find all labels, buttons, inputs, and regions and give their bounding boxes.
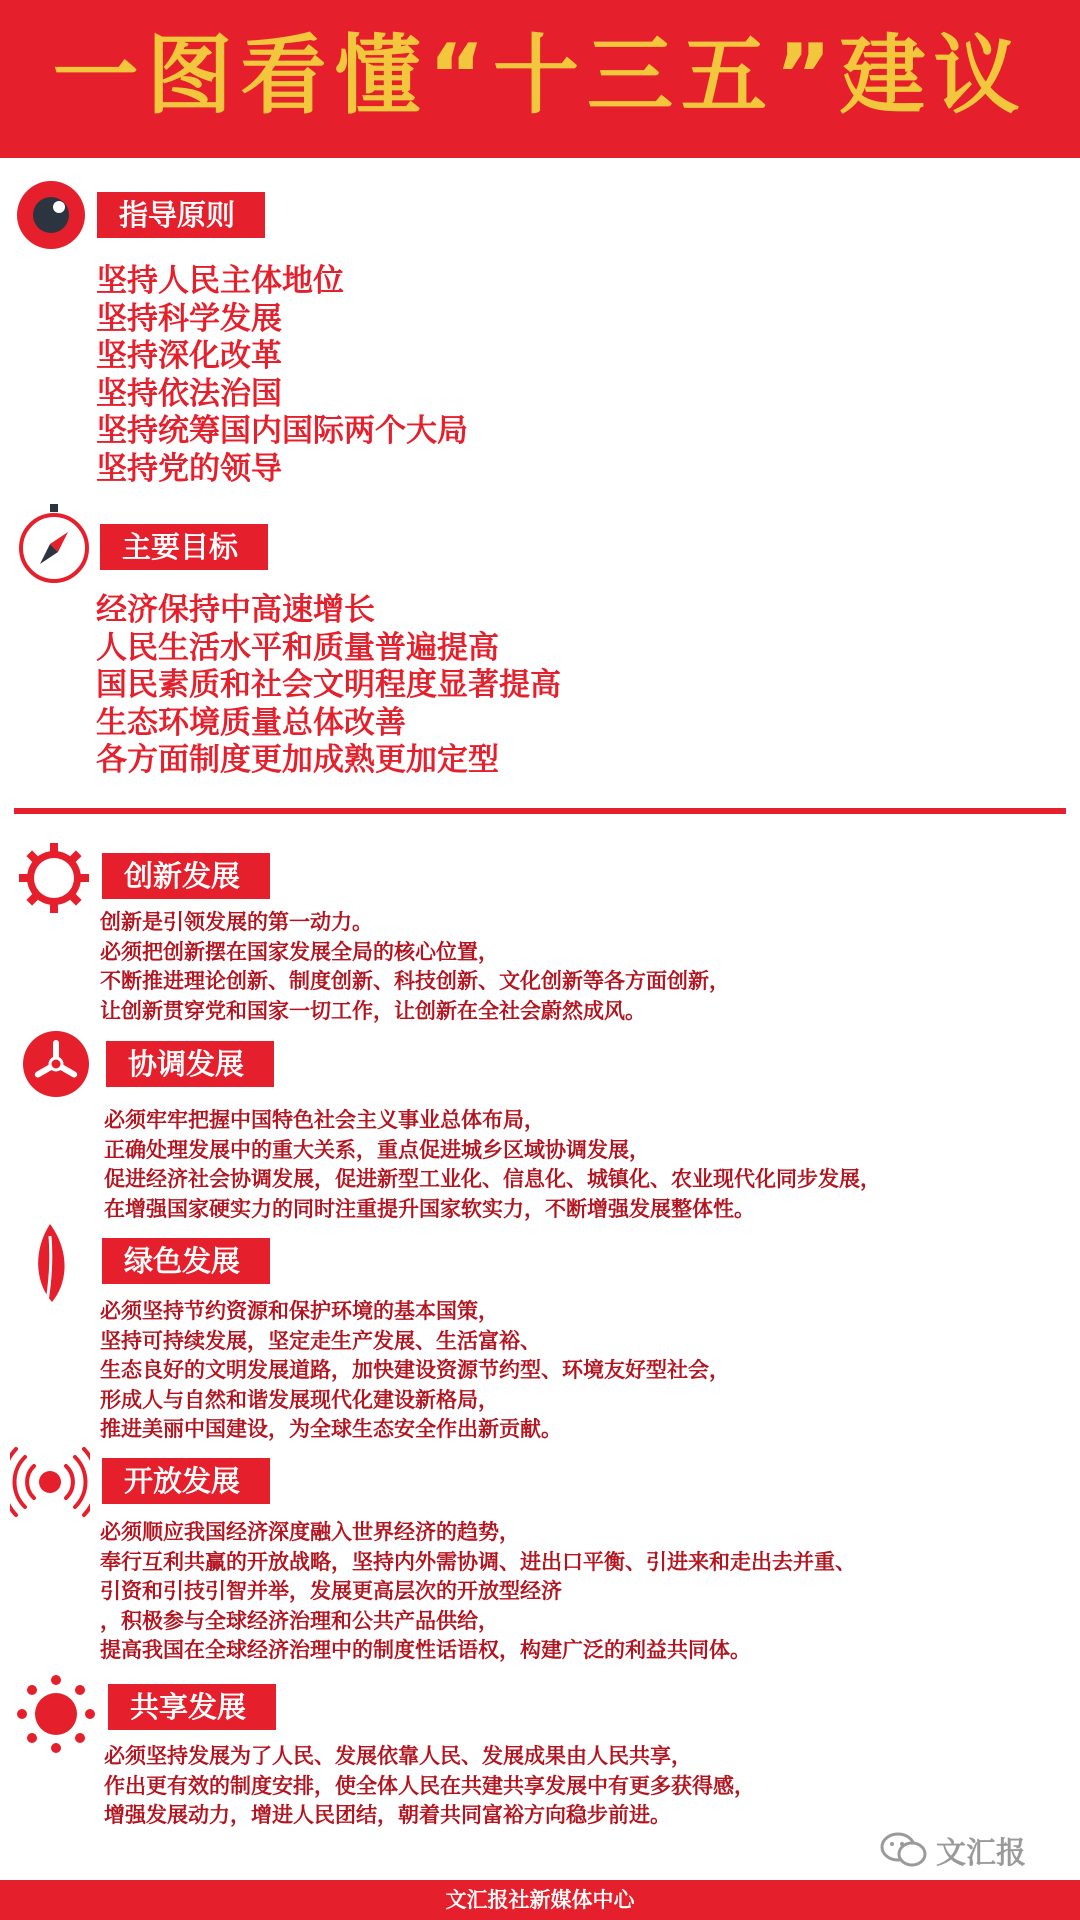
list-item: 坚持统筹国内国际两个大局 <box>96 413 468 449</box>
text-line: 增强发展动力，增进人民团结，朝着共同富裕方向稳步前进。 <box>104 1803 671 1827</box>
text-line: 推进美丽中国建设，为全球生态安全作出新贡献。 <box>100 1417 562 1441</box>
text-line: 引资和引技引智并举，发展更高层次的开放型经济 <box>100 1579 562 1603</box>
text-line: 形成人与自然和谐发展现代化建设新格局， <box>100 1387 499 1412</box>
section-label-goals: 主要目标 <box>100 524 268 570</box>
text-line: 坚持可持续发展，坚定走生产发展、生活富裕、 <box>100 1328 541 1353</box>
section-label-green: 绿色发展 <box>102 1238 270 1284</box>
list-item: 生态环境质量总体改善 <box>96 704 406 741</box>
text-line: 作出更有效的制度安排，使全体人民在共建共享发展中有更多获得感， <box>104 1773 755 1798</box>
section-label-innovation: 创新发展 <box>102 853 270 899</box>
list-item: 坚持依法治国 <box>96 375 282 412</box>
text-line: 正确处理发展中的重大关系，重点促进城乡区域协调发展， <box>104 1137 650 1162</box>
text-line: 让创新贯穿党和国家一切工作，让创新在全社会蔚然成风。 <box>100 998 646 1023</box>
text-line: 必须把创新摆在国家发展全局的核心位置， <box>100 939 499 964</box>
opening-text <box>100 1518 856 1666</box>
list-item: 坚持深化改革 <box>96 338 282 374</box>
eye-icon <box>16 180 86 250</box>
section-label-guiding: 指导原则 <box>97 192 265 238</box>
sharing-text <box>104 1742 755 1831</box>
section-label-opening: 开放发展 <box>102 1458 270 1504</box>
innovation-text <box>100 908 730 1026</box>
text-line: 不断推进理论创新、制度创新、科技创新、文化创新等各方面创新， <box>100 969 730 993</box>
list-item: 国民素质和社会文明程度显著提高 <box>96 667 561 703</box>
fan-icon <box>22 1030 90 1098</box>
list-item: 坚持科学发展 <box>96 300 282 337</box>
list-item: 坚持党的领导 <box>96 450 282 487</box>
section-label-coordination: 协调发展 <box>106 1041 274 1087</box>
compass-icon <box>16 504 92 584</box>
wechat-watermark <box>880 1830 1026 1870</box>
watermark-text: 文汇报 <box>936 1836 1026 1871</box>
signal-icon <box>10 1446 90 1518</box>
text-line: 创新是引领发展的第一动力。 <box>100 910 373 934</box>
text-line: 必须坚持节约资源和保护环境的基本国策， <box>100 1299 499 1323</box>
text-line: 必须顺应我国经济深度融入世界经济的趋势， <box>100 1520 520 1544</box>
text-line: 在增强国家硬实力的同时注重提升国家软实力，不断增强发展整体性。 <box>104 1196 755 1221</box>
text-line: 促进经济社会协调发展，促进新型工业化、信息化、城镇化、农业现代化同步发展， <box>104 1167 881 1191</box>
text-line: 生态良好的文明发展道路，加快建设资源节约型、环境友好型社会， <box>100 1358 730 1382</box>
text-line: 提高我国在全球经济治理中的制度性话语权，构建广泛的利益共同体。 <box>100 1638 751 1662</box>
list-item: 经济保持中高速增长 <box>96 592 375 628</box>
footer-bar <box>0 1880 1080 1920</box>
main-goals-list <box>96 592 561 780</box>
green-text <box>100 1297 730 1445</box>
sun-icon <box>16 1674 96 1754</box>
text-line: 奉行互利共赢的开放战略，坚持内外需协调、进出口平衡、引进来和走出去并重、 <box>100 1549 856 1574</box>
section-label-sharing: 共享发展 <box>108 1684 276 1730</box>
page-title: 一图看懂“十三五”建议 <box>52 26 1028 126</box>
wechat-icon <box>880 1832 928 1868</box>
guiding-principles-list <box>96 263 468 488</box>
gear-icon <box>18 842 90 914</box>
section-divider <box>14 808 1066 814</box>
text-line: 必须牢牢把握中国特色社会主义事业总体布局， <box>104 1108 545 1132</box>
list-item: 人民生活水平和质量普遍提高 <box>96 629 499 666</box>
list-item: 各方面制度更加成熟更加定型 <box>96 742 499 778</box>
leaf-icon <box>28 1222 72 1310</box>
footer-text: 文汇报社新媒体中心 <box>445 1888 635 1912</box>
text-line: 必须坚持发展为了人民、发展依靠人民、发展成果由人民共享， <box>104 1744 692 1768</box>
coordination-text <box>104 1106 881 1224</box>
list-item: 坚持人民主体地位 <box>96 263 344 299</box>
header-banner <box>0 0 1080 158</box>
text-line: ，积极参与全球经济治理和公共产品供给， <box>100 1608 499 1633</box>
